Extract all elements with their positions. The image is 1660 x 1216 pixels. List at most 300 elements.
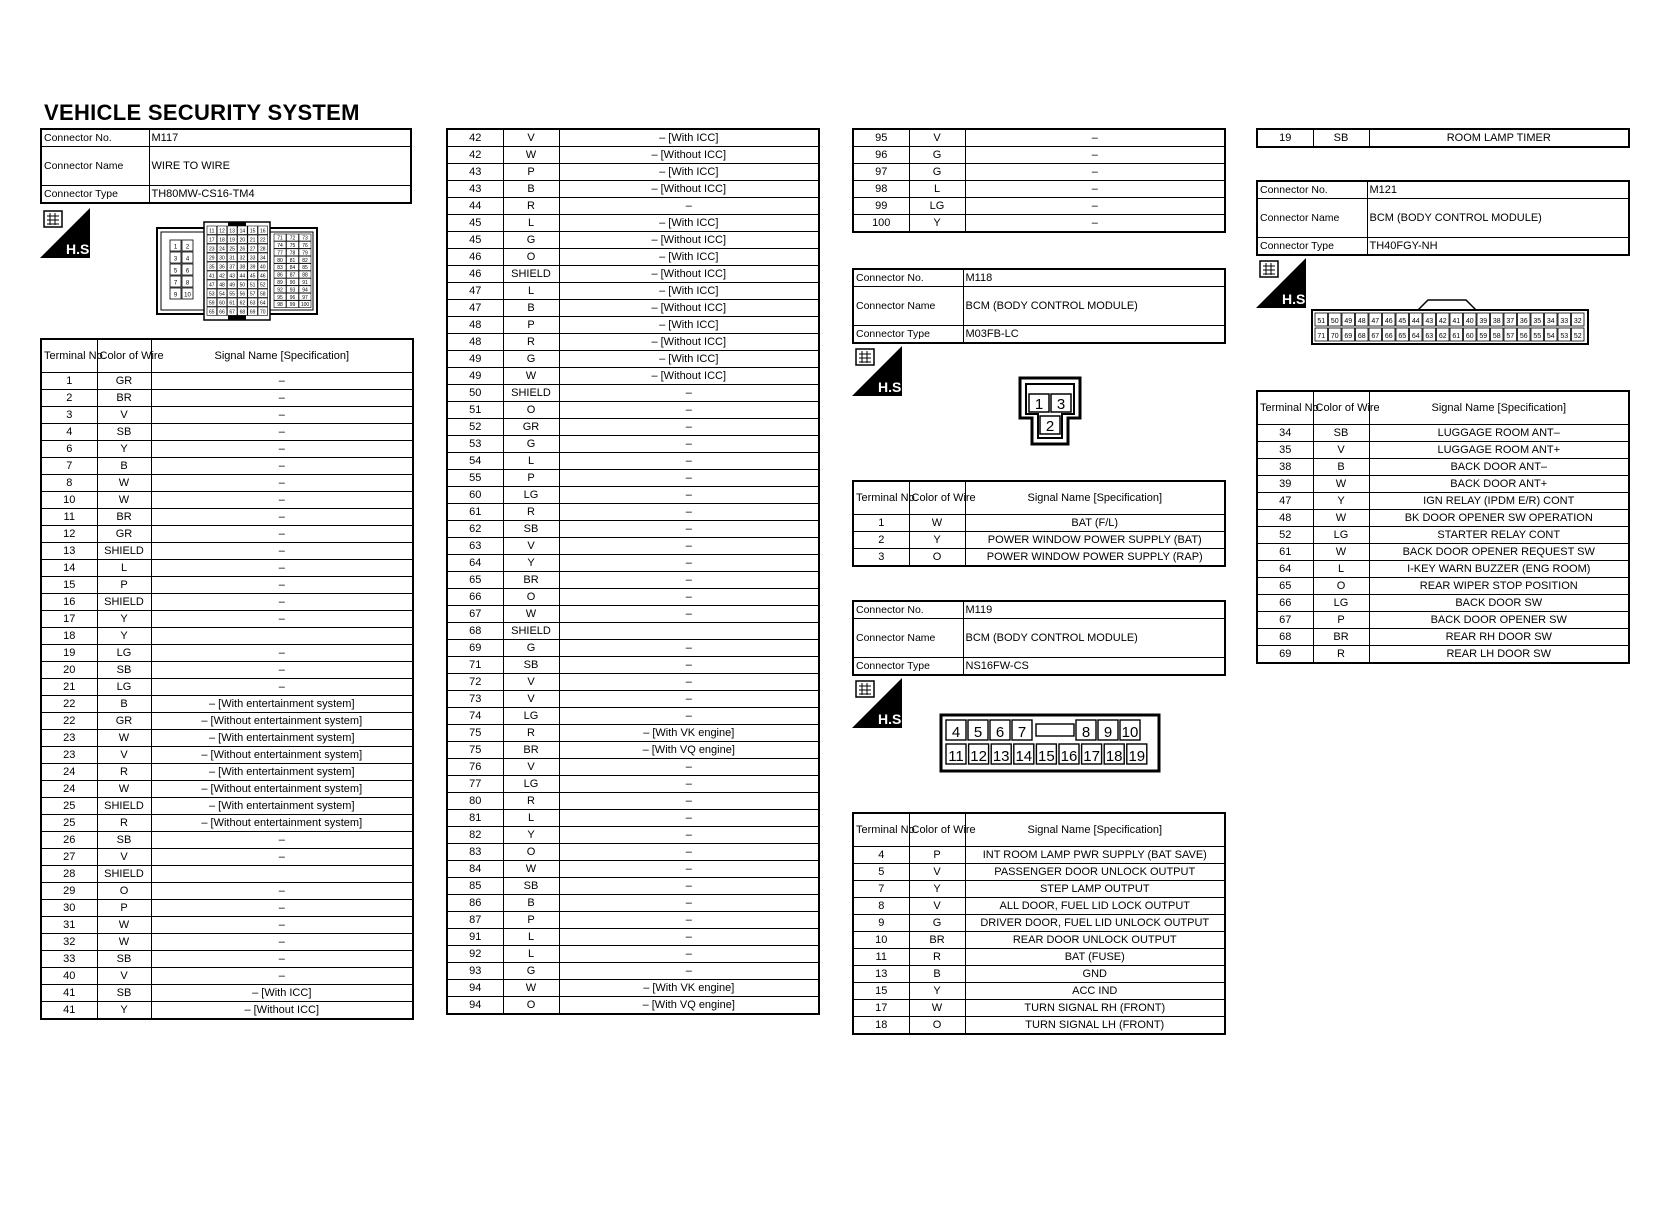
- pin-label: 16: [1060, 748, 1078, 765]
- conn-type-label: Connector Type: [1257, 238, 1367, 256]
- signal-name: – [Without ICC]: [559, 266, 819, 283]
- signal-name: –: [151, 509, 413, 526]
- table-row: [447, 368, 819, 385]
- wire-color: V: [1313, 442, 1369, 459]
- table-row: [853, 147, 1225, 164]
- terminal-no: 26: [41, 832, 97, 849]
- signal-header: Signal Name [Specification]: [1369, 391, 1629, 425]
- terminal-no: 38: [1257, 459, 1313, 476]
- pin-label: 96: [289, 294, 296, 301]
- table-row: [447, 759, 819, 776]
- signal-name: – [With VQ engine]: [559, 742, 819, 759]
- signal-name: –: [151, 679, 413, 696]
- table-row: [41, 679, 413, 696]
- wire-color: P: [909, 847, 965, 864]
- terminal-no: 65: [1257, 578, 1313, 595]
- pin-label: 40: [1465, 318, 1474, 325]
- wire-color: V: [909, 864, 965, 881]
- signal-header: Signal Name [Specification]: [965, 481, 1225, 515]
- wire-color: L: [1313, 561, 1369, 578]
- pin-label: 60: [219, 300, 225, 307]
- signal-name: STARTER RELAY CONT: [1369, 527, 1629, 544]
- pin-label: 13: [992, 748, 1010, 765]
- signal-name: BK DOOR OPENER SW OPERATION: [1369, 510, 1629, 527]
- terminal-no: 1: [853, 515, 909, 532]
- terminal-no: 41: [41, 985, 97, 1002]
- pin-label: 79: [302, 250, 308, 257]
- pin-label: 16: [260, 228, 266, 235]
- signal-name: – [With ICC]: [151, 985, 413, 1002]
- signal-name: –: [151, 543, 413, 560]
- signal-name: –: [151, 526, 413, 543]
- table-row: [447, 861, 819, 878]
- pin-label: 21: [249, 237, 256, 244]
- pin-label: 26: [239, 246, 246, 253]
- pin-label: 57: [249, 291, 256, 298]
- wire-color: W: [97, 475, 151, 492]
- terminal-no: 11: [853, 949, 909, 966]
- terminal-no: 75: [447, 742, 503, 759]
- pin-label: 44: [239, 273, 246, 280]
- terminal-no: 65: [447, 572, 503, 589]
- table-row: [41, 458, 413, 475]
- pin-label: 52: [260, 282, 266, 289]
- wire-color: BR: [1313, 629, 1369, 646]
- m121-name: BCM (BODY CONTROL MODULE): [1367, 199, 1629, 238]
- wire-color: G: [503, 963, 559, 980]
- terminal-no: 60: [447, 487, 503, 504]
- wire-color: P: [503, 470, 559, 487]
- signal-name: BACK DOOR ANT+: [1369, 476, 1629, 493]
- wire-color: V: [97, 968, 151, 985]
- signal-name: – [Without ICC]: [559, 300, 819, 317]
- wire-color: L: [503, 283, 559, 300]
- terminal-no: 52: [447, 419, 503, 436]
- terminal-no: 49: [447, 351, 503, 368]
- table-row: [1257, 425, 1629, 442]
- table-row: [853, 198, 1225, 215]
- pin-label: 56: [239, 291, 246, 298]
- signal-name: –: [151, 611, 413, 628]
- wire-color: W: [1313, 544, 1369, 561]
- terminal-no: 67: [447, 606, 503, 623]
- pin-label: 50: [239, 282, 246, 289]
- svg-text:H.S.: H.S.: [1282, 291, 1310, 307]
- pin-label: 1: [1034, 396, 1044, 413]
- wire-color: SB: [97, 951, 151, 968]
- signal-name: –: [559, 487, 819, 504]
- signal-name: –: [151, 373, 413, 390]
- wire-color-header: Color of Wire: [909, 481, 965, 515]
- pin-label: 90: [289, 280, 296, 286]
- signal-name: –: [559, 776, 819, 793]
- table-row: [41, 832, 413, 849]
- pin-label: 37: [229, 264, 235, 271]
- pin-label: 7: [1017, 724, 1027, 741]
- wire-color: W: [503, 980, 559, 997]
- wire-color: GR: [503, 419, 559, 436]
- wire-color: G: [503, 351, 559, 368]
- signal-name: –: [151, 951, 413, 968]
- terminal-no: 99: [853, 198, 909, 215]
- signal-name: –: [151, 968, 413, 985]
- terminal-no: 63: [447, 538, 503, 555]
- conn-name-label: Connector Name: [1257, 199, 1367, 238]
- table-row: [1257, 561, 1629, 578]
- table-row: [447, 385, 819, 402]
- table-row: [447, 453, 819, 470]
- signal-name: –: [151, 849, 413, 866]
- terminal-no: 17: [41, 611, 97, 628]
- wire-color: P: [1313, 612, 1369, 629]
- signal-name: –: [559, 198, 819, 215]
- signal-name: – [Without entertainment system]: [151, 747, 413, 764]
- wire-color: O: [503, 844, 559, 861]
- signal-name: [151, 628, 413, 645]
- pin-label: 63: [1425, 333, 1434, 340]
- wire-color: W: [503, 147, 559, 164]
- signal-name: DRIVER DOOR, FUEL LID UNLOCK OUTPUT: [965, 915, 1225, 932]
- m118-no: M118: [963, 269, 1225, 287]
- table-row: [853, 966, 1225, 983]
- pin-label: 93: [289, 287, 296, 294]
- pin-label: 61: [1452, 333, 1461, 340]
- terminal-no: 5: [853, 864, 909, 881]
- wire-color: W: [97, 781, 151, 798]
- terminal-no: 20: [41, 662, 97, 679]
- signal-name: –: [559, 827, 819, 844]
- pin-label: 59: [1479, 333, 1488, 340]
- pin-label: 94: [302, 287, 308, 294]
- signal-name: –: [559, 844, 819, 861]
- m119-terminal-table-cont: [1256, 128, 1630, 148]
- wire-color: V: [503, 129, 559, 147]
- signal-name: –: [559, 963, 819, 980]
- terminal-no: 41: [41, 1002, 97, 1020]
- terminal-no: 13: [41, 543, 97, 560]
- table-row: [41, 611, 413, 628]
- table-row: [41, 883, 413, 900]
- terminal-no: 29: [41, 883, 97, 900]
- pin-label: 20: [239, 237, 246, 244]
- wire-color: G: [503, 640, 559, 657]
- signal-name: – [With ICC]: [559, 129, 819, 147]
- pin-label: 49: [229, 282, 235, 289]
- wire-color: R: [503, 198, 559, 215]
- table-row: [1257, 595, 1629, 612]
- signal-name: PASSENGER DOOR UNLOCK OUTPUT: [965, 864, 1225, 881]
- table-row: [447, 470, 819, 487]
- pin-label: 62: [239, 300, 246, 307]
- table-row: [447, 334, 819, 351]
- signal-name: –: [559, 589, 819, 606]
- pin-label: 8: [1081, 724, 1091, 741]
- signal-name: TURN SIGNAL RH (FRONT): [965, 1000, 1225, 1017]
- signal-name: –: [559, 895, 819, 912]
- m121-info-table: [1256, 180, 1630, 256]
- wire-color: SHIELD: [503, 266, 559, 283]
- m119-name: BCM (BODY CONTROL MODULE): [963, 619, 1225, 658]
- table-row: [447, 215, 819, 232]
- wire-color: SHIELD: [503, 623, 559, 640]
- pin-label: 99: [289, 302, 296, 309]
- pin-label: 60: [1465, 333, 1474, 340]
- table-row: [447, 674, 819, 691]
- pin-label: 57: [1506, 333, 1515, 340]
- signal-name: –: [559, 572, 819, 589]
- pin-label: 3: [173, 256, 178, 263]
- wire-color: B: [503, 895, 559, 912]
- terminal-no: 25: [41, 815, 97, 832]
- pin-label: 68: [239, 309, 246, 316]
- wire-color: GR: [97, 526, 151, 543]
- m117-info-table: [40, 128, 412, 204]
- wire-color: O: [1313, 578, 1369, 595]
- pin-label: 32: [239, 255, 246, 262]
- signal-name: –: [151, 407, 413, 424]
- pin-label: 39: [249, 264, 256, 271]
- wire-color: O: [909, 549, 965, 567]
- wire-color: O: [503, 589, 559, 606]
- pin-label: 95: [277, 294, 283, 301]
- pin-label: 71: [277, 235, 283, 242]
- pin-label: 9: [173, 292, 178, 299]
- wire-color: G: [909, 147, 965, 164]
- table-row: [853, 898, 1225, 915]
- pin-label: 15: [249, 228, 256, 235]
- wire-color: Y: [97, 1002, 151, 1020]
- svg-text:H.S.: H.S.: [878, 379, 906, 395]
- terminal-no: 77: [447, 776, 503, 793]
- signal-name: – [With ICC]: [559, 351, 819, 368]
- pin-label: 55: [1533, 333, 1542, 340]
- signal-name: – [Without entertainment system]: [151, 781, 413, 798]
- table-row: [447, 283, 819, 300]
- terminal-no: 28: [41, 866, 97, 883]
- harness-side-icon: [40, 208, 94, 258]
- terminal-no: 45: [447, 232, 503, 249]
- m121-type: TH40FGY-NH: [1367, 238, 1629, 256]
- pin-label: 23: [209, 246, 215, 253]
- terminal-no: 93: [447, 963, 503, 980]
- signal-name: – [Without ICC]: [559, 368, 819, 385]
- pin-label: 17: [209, 237, 215, 244]
- pin-label: 25: [229, 246, 235, 253]
- pin-label: 13: [229, 228, 235, 235]
- table-row: [447, 419, 819, 436]
- terminal-no: 81: [447, 810, 503, 827]
- table-row: [41, 492, 413, 509]
- terminal-no: 54: [447, 453, 503, 470]
- signal-name: POWER WINDOW POWER SUPPLY (BAT): [965, 532, 1225, 549]
- pin-label: 18: [1105, 748, 1123, 765]
- m117-no: M117: [149, 129, 411, 147]
- signal-name: –: [965, 164, 1225, 181]
- signal-name: – [With VQ engine]: [559, 997, 819, 1015]
- table-row: [1257, 578, 1629, 595]
- table-row: [447, 249, 819, 266]
- pin-label: 70: [1330, 333, 1339, 340]
- signal-name: GND: [965, 966, 1225, 983]
- terminal-no: 82: [447, 827, 503, 844]
- pin-label: 53: [1560, 333, 1569, 340]
- signal-name: –: [151, 934, 413, 951]
- wire-color: L: [503, 946, 559, 963]
- signal-name: REAR WIPER STOP POSITION: [1369, 578, 1629, 595]
- pin-label: 15: [1038, 748, 1055, 765]
- signal-name: –: [559, 793, 819, 810]
- pin-label: 41: [1452, 318, 1461, 325]
- table-row: [853, 1017, 1225, 1035]
- table-row: [41, 628, 413, 645]
- signal-name: – [With ICC]: [559, 215, 819, 232]
- signal-name: [559, 623, 819, 640]
- pin-label: 69: [249, 309, 256, 316]
- terminal-no: 96: [853, 147, 909, 164]
- wire-color: SB: [97, 424, 151, 441]
- pin-label: 7: [173, 280, 178, 287]
- terminal-no: 61: [447, 504, 503, 521]
- table-row: [447, 181, 819, 198]
- terminal-no: 51: [447, 402, 503, 419]
- pin-label: 12: [970, 748, 987, 765]
- signal-name: IGN RELAY (IPDM E/R) CONT: [1369, 493, 1629, 510]
- wire-color: R: [909, 949, 965, 966]
- conn-name-label: Connector Name: [853, 287, 963, 326]
- pin-label: 66: [219, 309, 225, 316]
- wire-color: O: [503, 249, 559, 266]
- table-row: [447, 351, 819, 368]
- signal-name: BACK DOOR OPENER REQUEST SW: [1369, 544, 1629, 561]
- pin-label: 34: [1546, 318, 1555, 325]
- terminal-no: 98: [853, 181, 909, 198]
- pin-label: 64: [260, 300, 266, 307]
- terminal-no: 1: [41, 373, 97, 390]
- wire-color: LG: [1313, 595, 1369, 612]
- wire-color: W: [503, 606, 559, 623]
- table-row: [447, 300, 819, 317]
- signal-name: –: [559, 521, 819, 538]
- wire-color: W: [97, 917, 151, 934]
- signal-name: – [With ICC]: [559, 283, 819, 300]
- terminal-no: 76: [447, 759, 503, 776]
- harness-side-icon: [1256, 258, 1310, 308]
- wire-color: Y: [909, 983, 965, 1000]
- wire-color: Y: [97, 611, 151, 628]
- table-row: [41, 968, 413, 985]
- terminal-no: 100: [853, 215, 909, 233]
- signal-name: –: [151, 594, 413, 611]
- table-row: [853, 1000, 1225, 1017]
- signal-name: LUGGAGE ROOM ANT+: [1369, 442, 1629, 459]
- terminal-no: 62: [447, 521, 503, 538]
- pin-label: 46: [1384, 318, 1393, 325]
- pin-label: 46: [260, 273, 266, 280]
- terminal-no: 22: [41, 696, 97, 713]
- wire-color: Y: [909, 215, 965, 233]
- m117-connector-face: [156, 222, 318, 320]
- table-row: [1257, 510, 1629, 527]
- terminal-no: 17: [853, 1000, 909, 1017]
- table-row: [41, 815, 413, 832]
- pin-label: 36: [219, 264, 225, 271]
- wire-color: W: [503, 861, 559, 878]
- pin-label: 89: [277, 280, 283, 286]
- pin-label: 45: [249, 273, 256, 280]
- signal-name: – [With ICC]: [559, 164, 819, 181]
- signal-name: – [Without ICC]: [559, 232, 819, 249]
- conn-name-label: Connector Name: [41, 147, 149, 186]
- m117-type: TH80MW-CS16-TM4: [149, 186, 411, 204]
- table-row: [41, 696, 413, 713]
- wire-color: V: [503, 538, 559, 555]
- terminal-no: 95: [853, 129, 909, 147]
- table-row: [447, 402, 819, 419]
- table-row: [447, 538, 819, 555]
- pin-label: 32: [1573, 318, 1582, 325]
- wire-color: B: [503, 300, 559, 317]
- table-row: [853, 932, 1225, 949]
- wire-color: R: [503, 504, 559, 521]
- m119-terminal-table: [852, 812, 1226, 1035]
- terminal-no: 24: [41, 781, 97, 798]
- pin-label: 67: [1371, 333, 1380, 340]
- signal-name: –: [559, 759, 819, 776]
- terminal-no: 15: [41, 577, 97, 594]
- signal-name: – [With ICC]: [559, 249, 819, 266]
- page-title: VEHICLE SECURITY SYSTEM: [44, 100, 360, 125]
- terminal-no: 45: [447, 215, 503, 232]
- signal-name: –: [151, 424, 413, 441]
- wire-color-header: Color of Wire: [1313, 391, 1369, 425]
- signal-name: –: [151, 832, 413, 849]
- terminal-no: 48: [1257, 510, 1313, 527]
- terminal-no: 61: [1257, 544, 1313, 561]
- wire-color: W: [97, 934, 151, 951]
- signal-name: –: [151, 883, 413, 900]
- signal-header: Signal Name [Specification]: [965, 813, 1225, 847]
- table-row: [41, 373, 413, 390]
- pin-label: 30: [219, 255, 225, 262]
- table-row: [853, 129, 1225, 147]
- pin-label: 86: [277, 272, 283, 279]
- wire-color: L: [503, 810, 559, 827]
- wire-color: L: [503, 215, 559, 232]
- terminal-no: 83: [447, 844, 503, 861]
- terminal-no: 14: [41, 560, 97, 577]
- table-row: [41, 662, 413, 679]
- terminal-no: 66: [1257, 595, 1313, 612]
- wire-color: G: [503, 436, 559, 453]
- signal-name: –: [559, 946, 819, 963]
- signal-name: –: [559, 504, 819, 521]
- table-row: [447, 317, 819, 334]
- wire-color: LG: [503, 487, 559, 504]
- pin-label: 2: [185, 244, 190, 251]
- wire-color: BR: [97, 509, 151, 526]
- pin-label: 47: [1371, 318, 1380, 325]
- pin-label: 70: [260, 309, 266, 316]
- pin-label: 39: [1479, 318, 1488, 325]
- signal-name: –: [151, 560, 413, 577]
- signal-name: STEP LAMP OUTPUT: [965, 881, 1225, 898]
- wire-color: SB: [1313, 425, 1369, 442]
- conn-type-label: Connector Type: [41, 186, 149, 204]
- terminal-no: 47: [1257, 493, 1313, 510]
- table-row: [41, 424, 413, 441]
- terminal-no: 42: [447, 147, 503, 164]
- pin-label: 55: [229, 291, 235, 298]
